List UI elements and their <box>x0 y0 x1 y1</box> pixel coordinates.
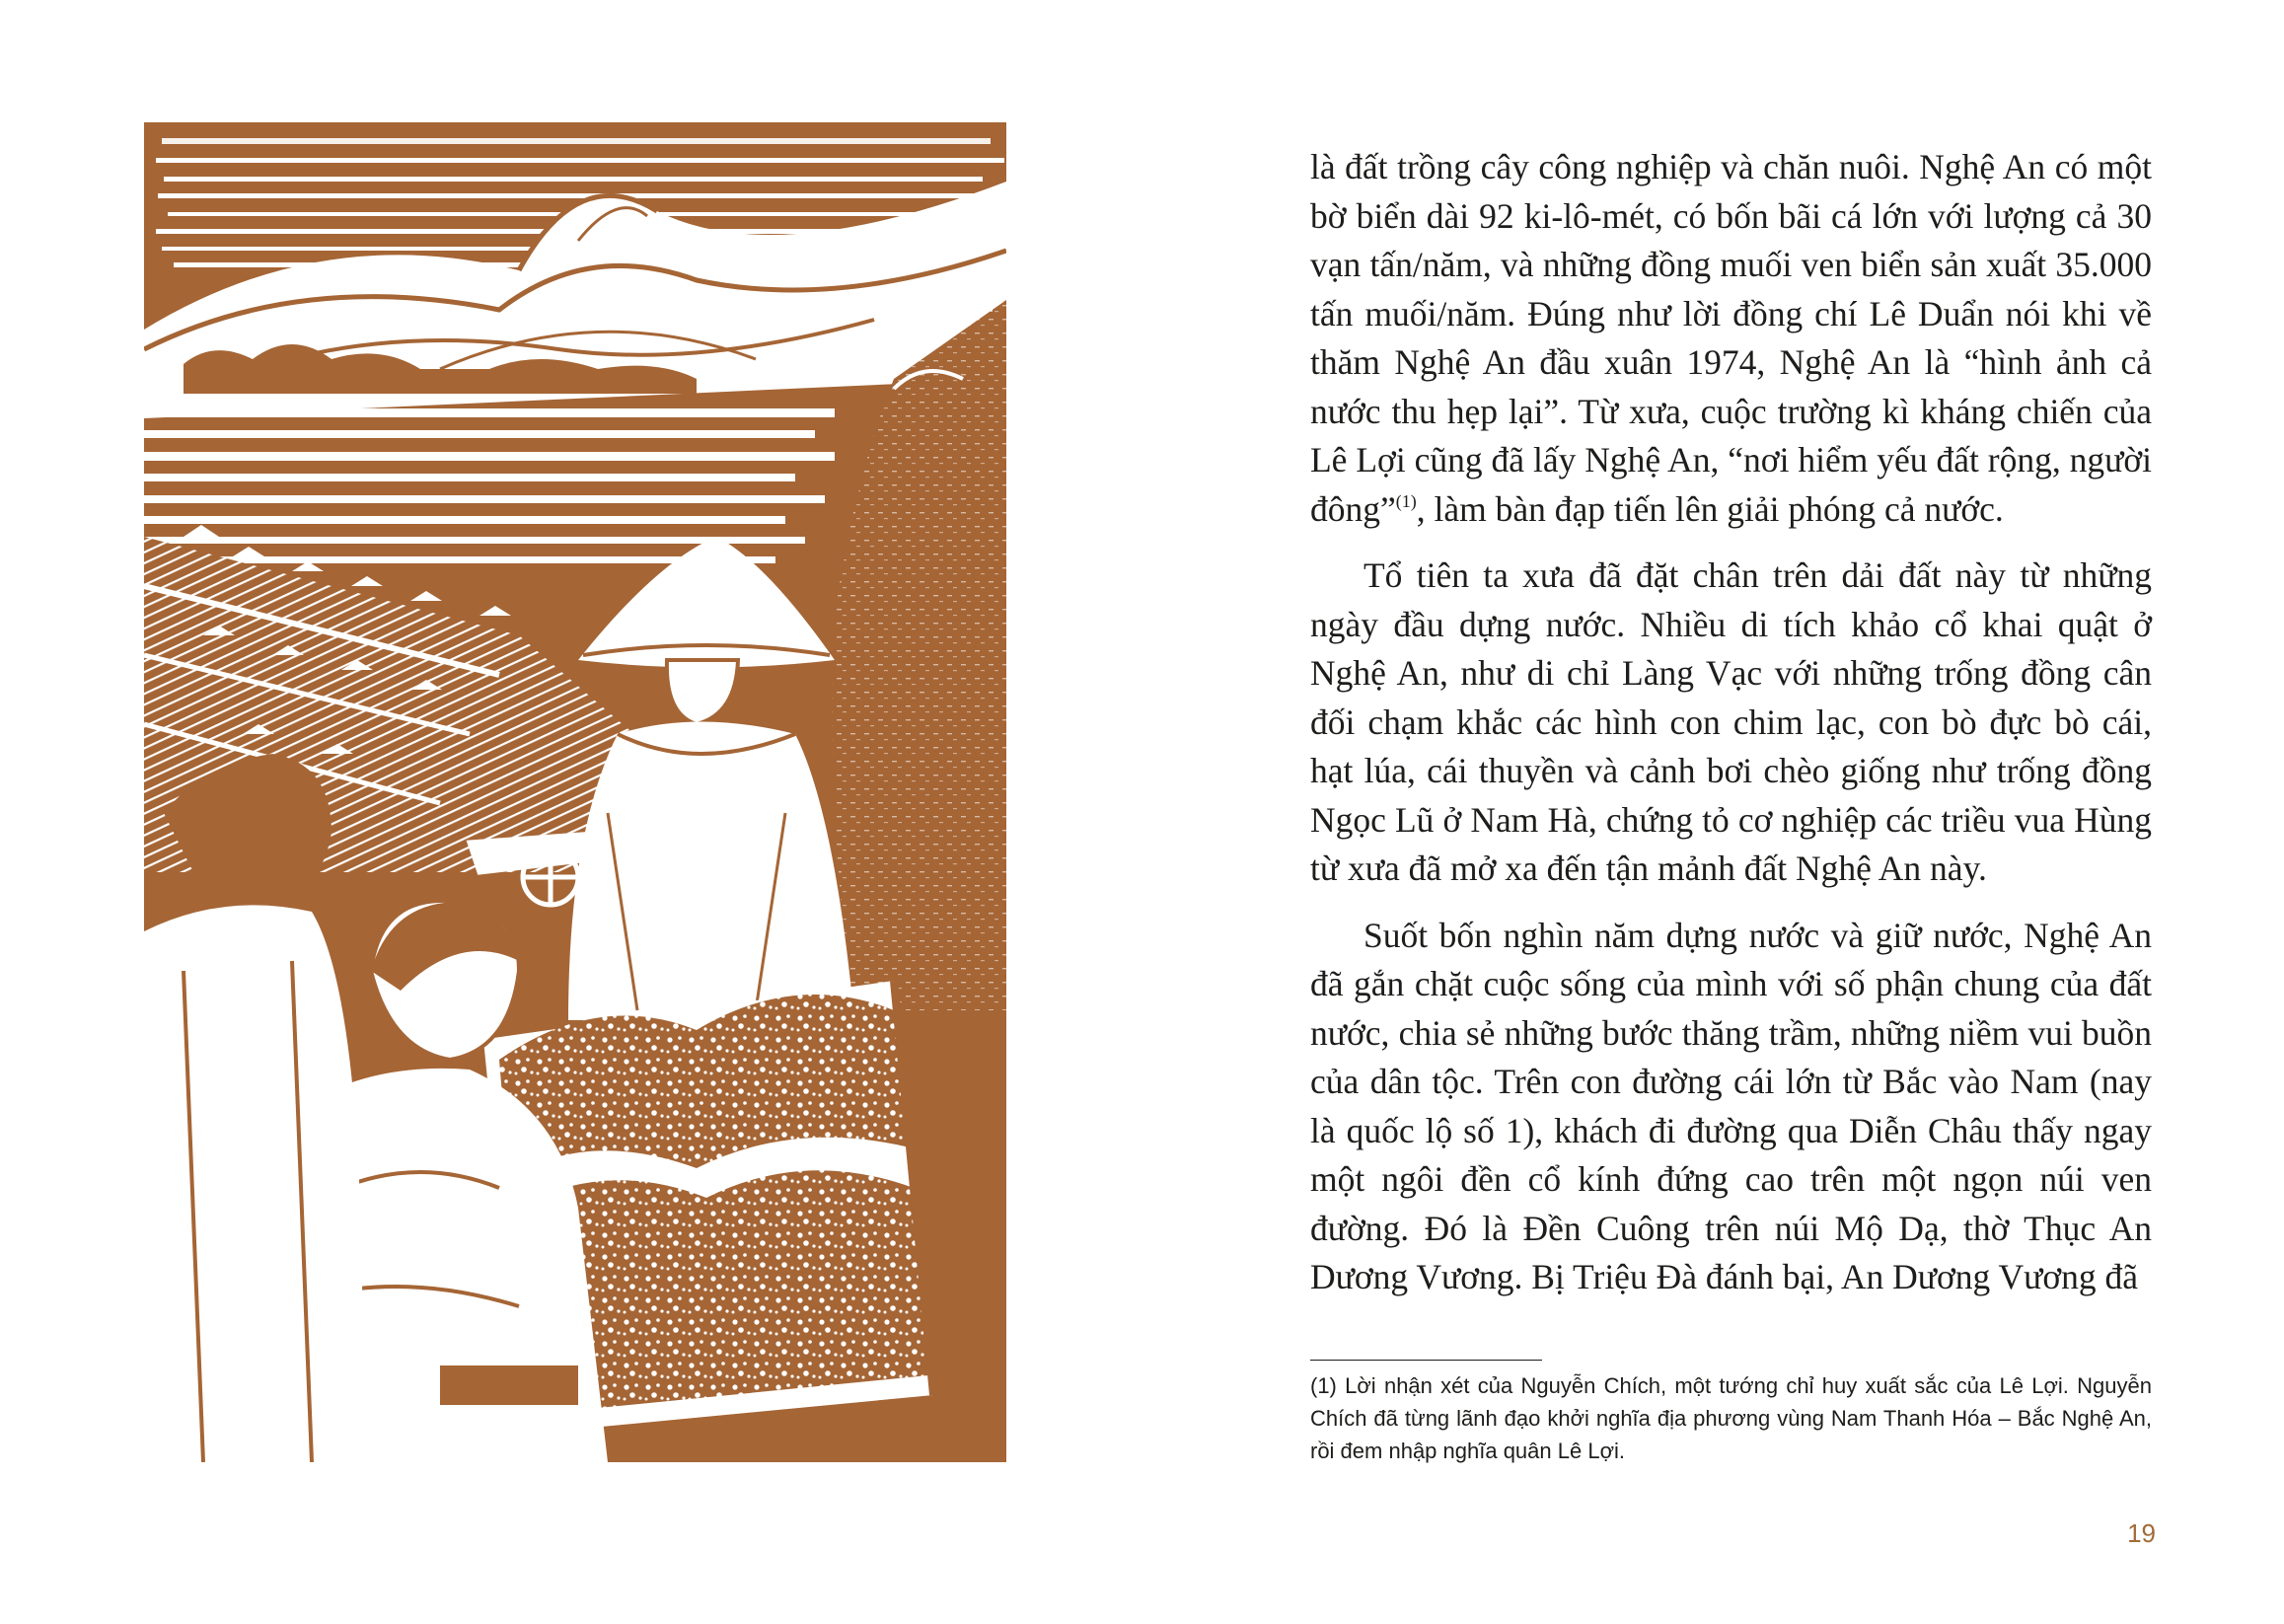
woodcut-illustration <box>144 122 1006 1462</box>
paragraph-1-end: , làm bàn đạp tiến lên giải phóng cả nước. <box>1416 488 2004 529</box>
paragraph-2: Tổ tiên ta xưa đã đặt chân trên dải đất này từ những ngày đầu dựng nước. Nhiều di tích khảo cổ khai quật ở Nghệ An, như di chỉ Làng Vạc với những trống đồng cân đối chạm khắc các hình con chim lạc, con bò đực bò cái, hạt lúa, cái thuyền và cảnh bơi chèo giống như trống đồng Ngọc Lũ ở Nam Hà, chứng tỏ cơ nghiệp các triều vua Hùng từ xưa đã mở xa đến tận mảnh đất Nghệ An này. <box>1310 555 2152 888</box>
woodcut-artwork <box>144 122 1006 1462</box>
paragraph-1-text: là đất trồng cây công nghiệp và chăn nuôi. Nghệ An có một bờ biển dài 92 ki-lô-mét, có bốn bãi cá lớn với lượng cả 30 vạn tấn/năm, và những đồng muối ven biển sản xuất 35.000 tấn muối/năm. Đúng như lời đồng chí Lê Duẩn nói khi về thăm Nghệ An đầu xuân 1974, Nghệ An là “hình ảnh cả nước thu hẹp lại”. Từ xưa, cuộc trường kì kháng chiến của Lê Lợi cũng đã lấy Nghệ An, “nơi hiểm yếu đất rộng, người đông” <box>1310 147 2152 529</box>
paragraph-1 <box>1310 143 2152 534</box>
footnote: (1) Lời nhận xét của Nguyễn Chích, một tướng chỉ huy xuất sắc của Lê Lợi. Nguyễn Chích đã từng lãnh đạo khởi nghĩa địa phương vùng Nam Thanh Hóa – Bắc Nghệ An, rồi đem nhập nghĩa quân Lê Lợi. <box>1310 1373 2152 1463</box>
footnote-marker[interactable]: (1) <box>1395 490 1417 511</box>
footnote-divider <box>1310 1360 1542 1361</box>
page-number: 19 <box>2127 1518 2156 1548</box>
paragraph-3: Suốt bốn nghìn năm dựng nước và giữ nước, Nghệ An đã gắn chặt cuộc sống của mình với số phận chung của đất nước, chia sẻ những bước thăng trầm, những niềm vui buồn của dân tộc. Trên con đường cái lớn từ Bắc vào Nam (nay là quốc lộ số 1), khách đi đường qua Diễn Châu thấy ngay một ngôi đền cổ kính đứng cao trên một ngọn núi ven đường. Đó là Đền Cuông trên núi Mộ Dạ, thờ Thục An Dương Vương. Bị Triệu Đà đánh bại, An Dương Vương đã <box>1310 915 2152 1296</box>
body-text <box>1310 143 2152 1302</box>
